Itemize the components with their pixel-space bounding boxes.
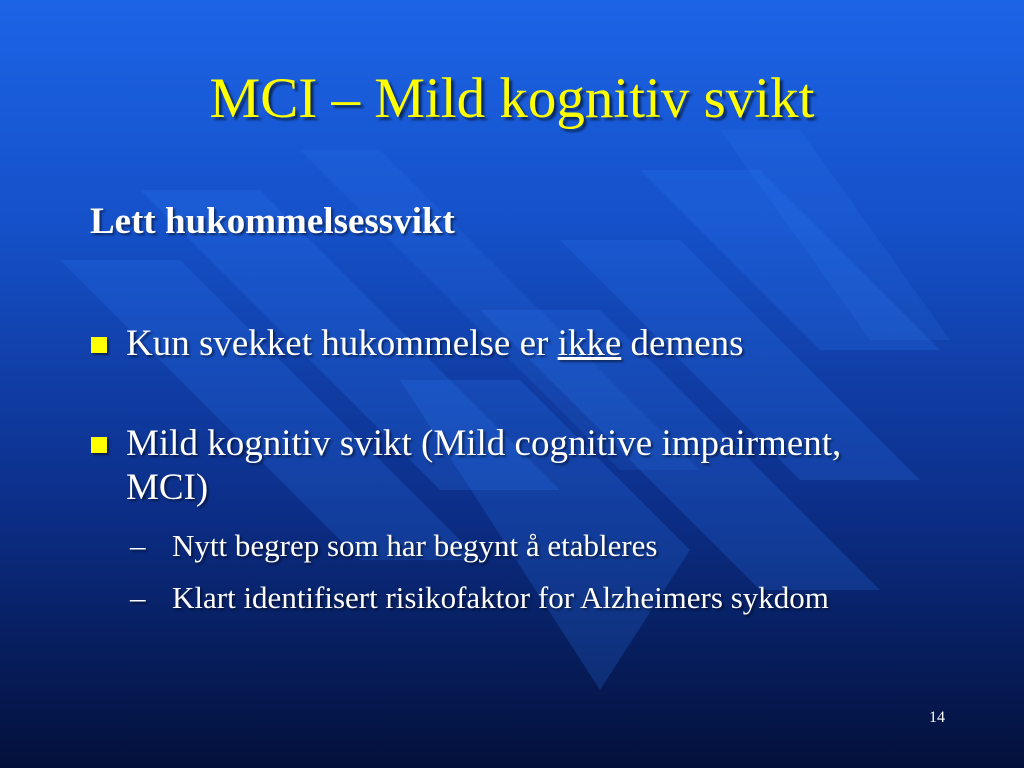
bullet-item bbox=[88, 422, 906, 510]
bullet-square-icon bbox=[91, 337, 107, 353]
bullet-text bbox=[126, 322, 906, 366]
sub-bullet-text: Nytt begrep som har begynt å etableres bbox=[172, 528, 658, 563]
bullet-text-suffix: demens bbox=[621, 323, 744, 364]
slide-subtitle: Lett hukommelsessvikt bbox=[90, 201, 455, 242]
dash-marker: – bbox=[130, 580, 146, 615]
bullet-square-icon bbox=[91, 437, 107, 453]
slide-title: MCI – Mild kognitiv svikt bbox=[209, 67, 815, 130]
sub-bullet-item bbox=[130, 580, 892, 616]
dash-marker: – bbox=[130, 528, 146, 563]
bullet-text-prefix: Kun svekket hukommelse er bbox=[126, 323, 558, 364]
page-number: 14 bbox=[929, 709, 945, 726]
bullet-text-emphasis: ikke bbox=[557, 323, 622, 364]
sub-bullet-item bbox=[130, 528, 892, 564]
bullet-text: Mild kognitiv svikt (Mild cognitive impairment, MCI) bbox=[126, 423, 842, 508]
bullet-item bbox=[88, 322, 906, 366]
sub-bullet-text: Klart identifisert risikofaktor for Alzheimers sykdom bbox=[172, 580, 829, 615]
